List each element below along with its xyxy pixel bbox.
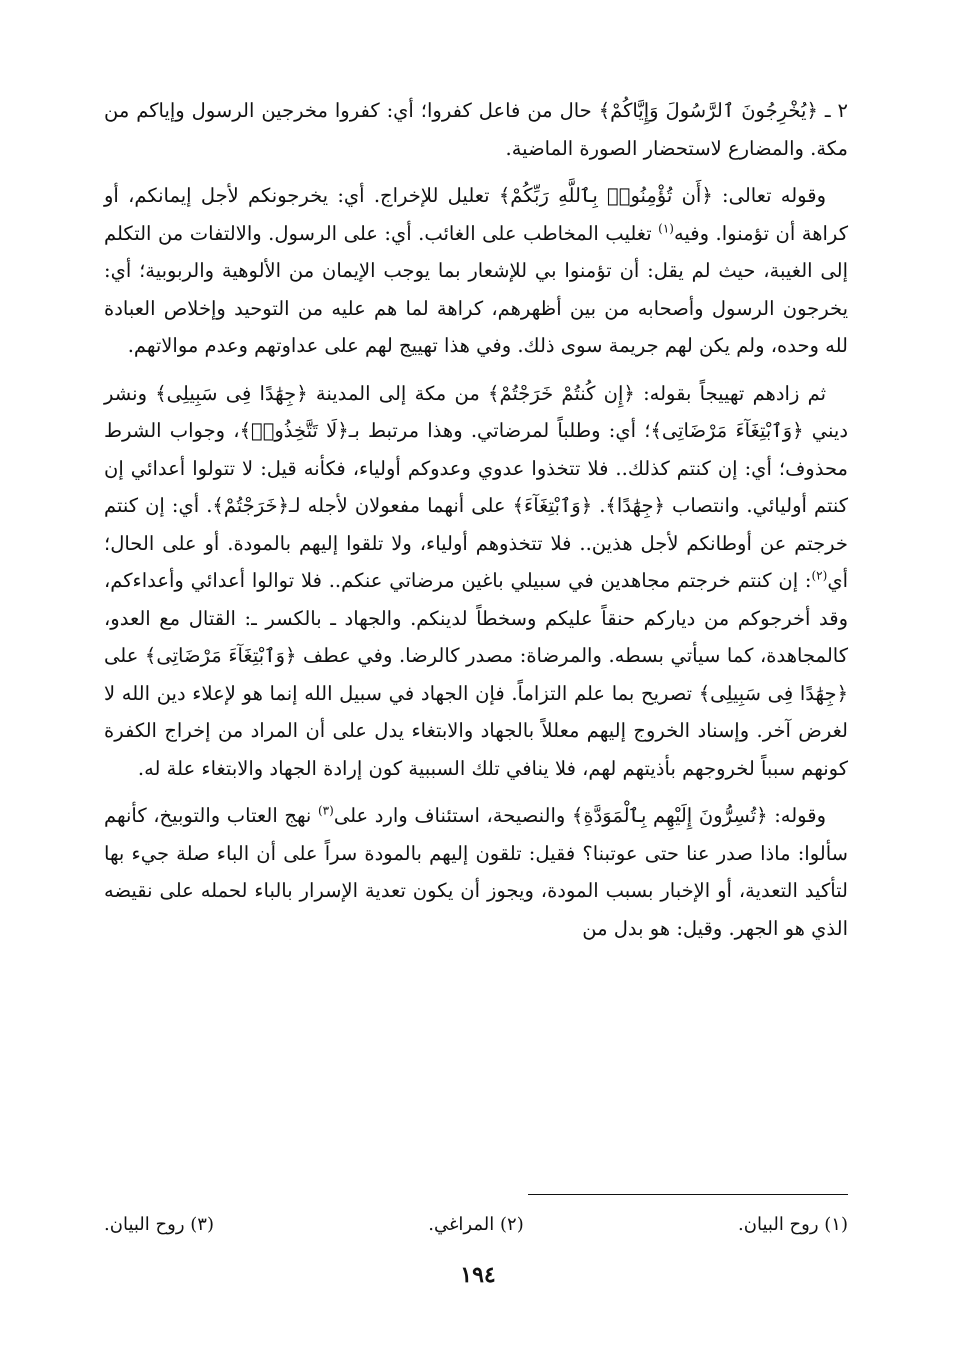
paragraph-4 (104, 797, 848, 947)
footnote-3: (٣) روح البيان. (104, 1214, 214, 1235)
paragraph-4-text-after: نهج العتاب والتوبيخ، كأنهم سألوا: ماذا صدر عنا حتى عوتبنا؟ فقيل: تلقون إليهم بالمودة سراً على أن الباء صلة جيء بها لتأكيد التعدية، أو الإخبار بسبب المودة، ويجوز أن يكون تعدية الإسرار بالباء لحمله على نقيضه الذي هو الجهر. وقيل: هو بدل من (104, 804, 848, 940)
paragraph-2-text-after: تغليب المخاطب على الغائب. أي: على الرسول. والالتفات من التكلم إلى الغيبة، حيث لم يقل: أن تؤمنوا بي للإشعار بما يوجب الإيمان من الألوهية والربوبية؛ أي: يخرجون الرسول وأصحابه من بين أظهرهم، كراهة لما هم عليه من التوحيد وإخلاص العبادة لله وحده، ولم يكن لهم جريمة سوى ذلك. وفي هذا تهييج لهم على عداوتهم وعدم موالاتهم. (104, 221, 848, 357)
paragraph-3-text-after: : إن كنتم خرجتم مجاهدين في سبيلي باغين مرضاتي عنكم.. فلا توالوا أعدائي وأعداءكم، وقد أخرجوكم من دياركم حنقاً عليكم وسخطاً لدينكم. والجهاد ـ بالكسر ـ: القتال مع العدو، كالمجاهدة، كما سيأتي بسطه. والمرضاة: مصدر كالرضا. وفي عطف ﴿وَٱبْتِغَآءَ مَرْضَاتِى﴾ على ﴿جِهَٰدًا فِى سَبِيلِى﴾ تصريح بما علم التزاماً. فإن الجهاد في سبيل الله إنما هو لإعلاء دين الله لا لغرض آخر. وإسناد الخروج إليهم معللاً بالجهاد والابتغاء يدل على أن المراد من إخراج الكفرة كونهم سبباً لخروجهم بأذيتهم لهم، فلا ينافي تلك السببية كون إرادة الجهاد والابتغاء علة له. (104, 569, 849, 780)
footnote-ref-2: (٢) (811, 568, 828, 583)
footnote-1: (١) روح البيان. (738, 1214, 848, 1235)
paragraph-3-text-before: ثم زادهم تهييجاً بقوله: ﴿إِن كُنتُمْ خَرَجْتُمْ﴾ من مكة إلى المدينة ﴿جِهَٰدًا فِى سَبِيلِى﴾ ونشر ديني ﴿وَٱبْتِغَآءَ مَرْضَاتِى﴾؛ أي: وطلباً لمرضاتي. وهذا مرتبط بـ﴿لَا تَتَّخِذُوا۟﴾، وجواب الشرط محذوف؛ أي: إن كنتم كذلك.. فلا تتخذوا عدوي وعدوكم أولياء، فكأنه قيل: لا تتولوا أعدائي إن كنتم أوليائي. وانتصاب ﴿جِهَٰدًا﴾. ﴿وَٱبْتِغَآءَ﴾ على أنهما مفعولان لأجله لـ﴿خَرَجْتُمْ﴾. أي: إن كنتم خرجتم عن أوطانكم لأجل هذين.. فلا تتخذوهم أولياء، ولا تلقوا إليهم بالمودة. أو على الحال؛ أي (104, 381, 848, 592)
paragraph-4-text-before: وقوله: ﴿تُسِرُّونَ إِلَيْهِم بِٱلْمَوَدَّةِ﴾ والنصيحة، استئناف وارد على (333, 804, 826, 827)
paragraph-1-text-before: ٢ ـ ﴿يُخْرِجُونَ ٱلرَّسُولَ وَإِيَّاكُمْ﴾ حال من فاعل كفروا؛ أي: كفروا مخرجين الرسول وإياكم من مكة. والمضارع لاستحضار الصورة الماضية. (104, 99, 848, 160)
footnote-ref-3: (٣) (317, 803, 334, 818)
footnote-2: (٢) المراغي. (428, 1214, 524, 1235)
paragraph-1 (104, 92, 848, 167)
footnote-ref-1: (١) (658, 221, 674, 235)
footnote-divider (528, 1194, 848, 1195)
main-text (104, 92, 848, 957)
footnotes (104, 1214, 848, 1244)
page-number: ١٩٤ (460, 1262, 496, 1288)
paragraph-2 (104, 177, 848, 365)
paragraph-3 (104, 375, 848, 788)
paragraph-2-text-before: وقوله تعالى: ﴿أَن تُؤْمِنُوا۟ بِٱللَّهِ رَبِّكُمْ﴾ تعليل للإخراج. أي: يخرجونكم لأجل إيمانكم، أو كراهة أن تؤمنوا. وفيه (104, 184, 848, 245)
